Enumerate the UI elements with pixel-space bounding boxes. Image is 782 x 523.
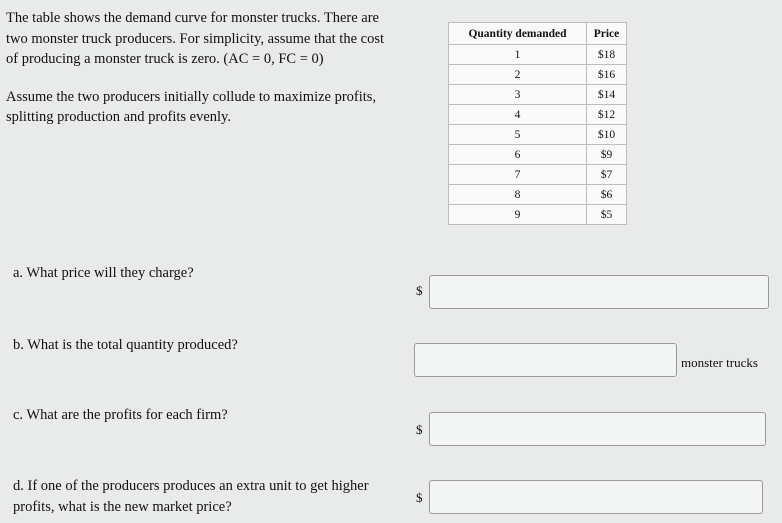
question-a-dollar-sign: $ — [416, 283, 423, 298]
new-price-answer-input[interactable] — [429, 480, 763, 514]
quantity-unit-label: monster trucks — [681, 355, 758, 370]
quantity-cell: 6 — [449, 145, 587, 165]
profit-answer-input[interactable] — [429, 412, 766, 446]
table-row — [449, 105, 627, 125]
question-d: d. If one of the producers produces an extra unit to get higher profits, what is the new market price? — [13, 478, 369, 515]
question-c-dollar-sign: $ — [416, 422, 423, 437]
table-row — [449, 165, 627, 185]
price-cell: $5 — [587, 205, 627, 225]
problem-intro — [6, 8, 386, 128]
column-header-price: Price — [587, 23, 627, 45]
price-cell: $16 — [587, 65, 627, 85]
intro-paragraph-2: Assume the two producers initially collude to maximize profits, splitting production and profits evenly. — [6, 88, 377, 125]
quantity-cell: 5 — [449, 125, 587, 145]
quantity-cell: 8 — [449, 185, 587, 205]
quantity-cell: 4 — [449, 105, 587, 125]
table-row — [449, 125, 627, 145]
question-a: a. What price will they charge? — [13, 265, 194, 281]
quantity-cell: 9 — [449, 205, 587, 225]
table-row — [449, 145, 627, 165]
table-header-row — [449, 23, 627, 45]
price-cell: $18 — [587, 45, 627, 65]
quantity-cell: 1 — [449, 45, 587, 65]
quantity-cell: 3 — [449, 85, 587, 105]
price-cell: $14 — [587, 85, 627, 105]
table-row — [449, 185, 627, 205]
price-cell: $6 — [587, 185, 627, 205]
price-cell: $10 — [587, 125, 627, 145]
quantity-cell: 2 — [449, 65, 587, 85]
price-cell: $9 — [587, 145, 627, 165]
table-row — [449, 45, 627, 65]
price-answer-input[interactable] — [429, 275, 769, 309]
quantity-cell: 7 — [449, 165, 587, 185]
question-b: b. What is the total quantity produced? — [13, 337, 238, 353]
column-header-quantity: Quantity demanded — [449, 23, 587, 45]
quantity-answer-input[interactable] — [414, 343, 677, 377]
intro-paragraph-1: The table shows the demand curve for monster trucks. There are two monster truck producers. For simplicity, assume that the cost of producing a monster truck is zero. (AC = 0, FC = 0) — [6, 10, 385, 67]
question-c: c. What are the profits for each firm? — [13, 407, 228, 423]
table-row — [449, 205, 627, 225]
price-cell: $7 — [587, 165, 627, 185]
question-d-dollar-sign: $ — [416, 490, 423, 505]
price-cell: $12 — [587, 105, 627, 125]
table-row — [449, 85, 627, 105]
demand-table — [448, 22, 627, 225]
table-row — [449, 65, 627, 85]
